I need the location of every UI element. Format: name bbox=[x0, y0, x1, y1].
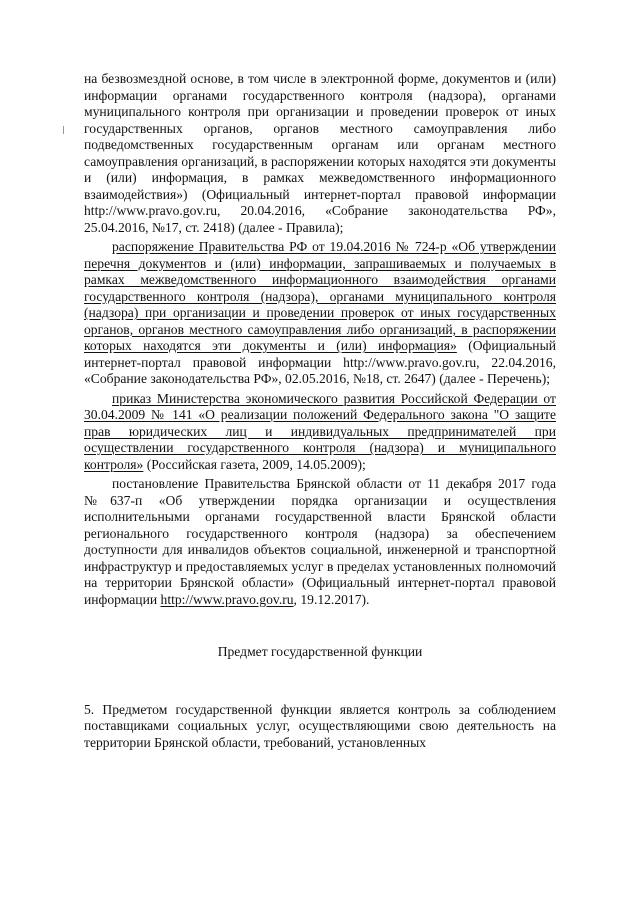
paragraph-resolution-637p bbox=[84, 476, 556, 608]
paragraph-order-141 bbox=[84, 391, 556, 474]
paragraph-subject: 5. Предметом государственной функции является контроль за соблюдением поставщиками социальных услуг, осуществляющими свою деятельность на территории Брянской области, требований, установленных bbox=[84, 701, 556, 750]
paragraph-rules-continuation: на безвозмездной основе, в том числе в электронной форме, документов и (или) информации органами государственного контроля (надзора), органами муниципального контроля при организации и проведении проверок от иных государственных органов, органов местного самоуправления либо подведомственных государственным органам или органам местного самоуправления организаций, в распоряжении которых находятся эти документы и (или) информация, в рамках межведомственного информационного взаимодействия») (Официальный интернет-портал правовой информации http://www.pravo.gov.ru, 20.04.2016, «Собрание законодательства РФ», 25.04.2016, №17, ст. 2418) (далее - Правила); bbox=[84, 71, 556, 235]
section-heading: Предмет государственной функции bbox=[217, 644, 423, 659]
order-724r-source: (Официальный интернет-портал правовой информации http://www.pravo.gov.ru, 22.04.2016, «Собрание законодательства РФ», 02.05.2016, №18, ст. 2647) (далее - Перечень); bbox=[84, 338, 556, 386]
resolution-637p-text: постановление Правительства Брянской области от 11 декабря 2017 года №637-п «Об утверждении порядка организации и осуществления исполнительными органами государственной власти Брянской области регионального государственного контроля (надзора) за обеспечением доступности для инвалидов объектов социальной, инженерной и транспортной инфраструктур и предоставляемых услуг в пределах установленных полномочий на территории Брянской области» (Официальный интернет-портал правовой информации bbox=[84, 476, 556, 607]
pravo-gov-link[interactable]: http://www.pravo.gov.ru bbox=[160, 591, 294, 607]
order-141-source: (Российская газета, 2009, 14.05.2009); bbox=[143, 456, 366, 472]
order-724r-link[interactable]: распоряжение Правительства РФ от 19.04.2016 № 724-р «Об утверждении перечня документов и (или) информации, запрашиваемых и получаемых в рамках межведомственного информационного взаимодействия органами государственного контроля (надзора), органами муниципального контроля (надзора) при организации и проведении проверок от иных государственных органов, органов местного самоуправления либо организаций, в распоряжении которых находятся эти документы и (или) информация» bbox=[84, 239, 556, 353]
order-141-link[interactable]: приказ Министерства экономического развития Российской Федерации от 30.04.2009 № 141 «О реализации положений Федерального закона "О защите прав юридических лиц и индивидуальных предпринимателей при осуществлении государственного контроля (надзора) и муниципального контроля» bbox=[84, 390, 556, 472]
margin-mark bbox=[63, 126, 64, 134]
resolution-637p-date: , 19.12.2017). bbox=[293, 591, 370, 607]
paragraph-order-724r bbox=[84, 239, 556, 388]
